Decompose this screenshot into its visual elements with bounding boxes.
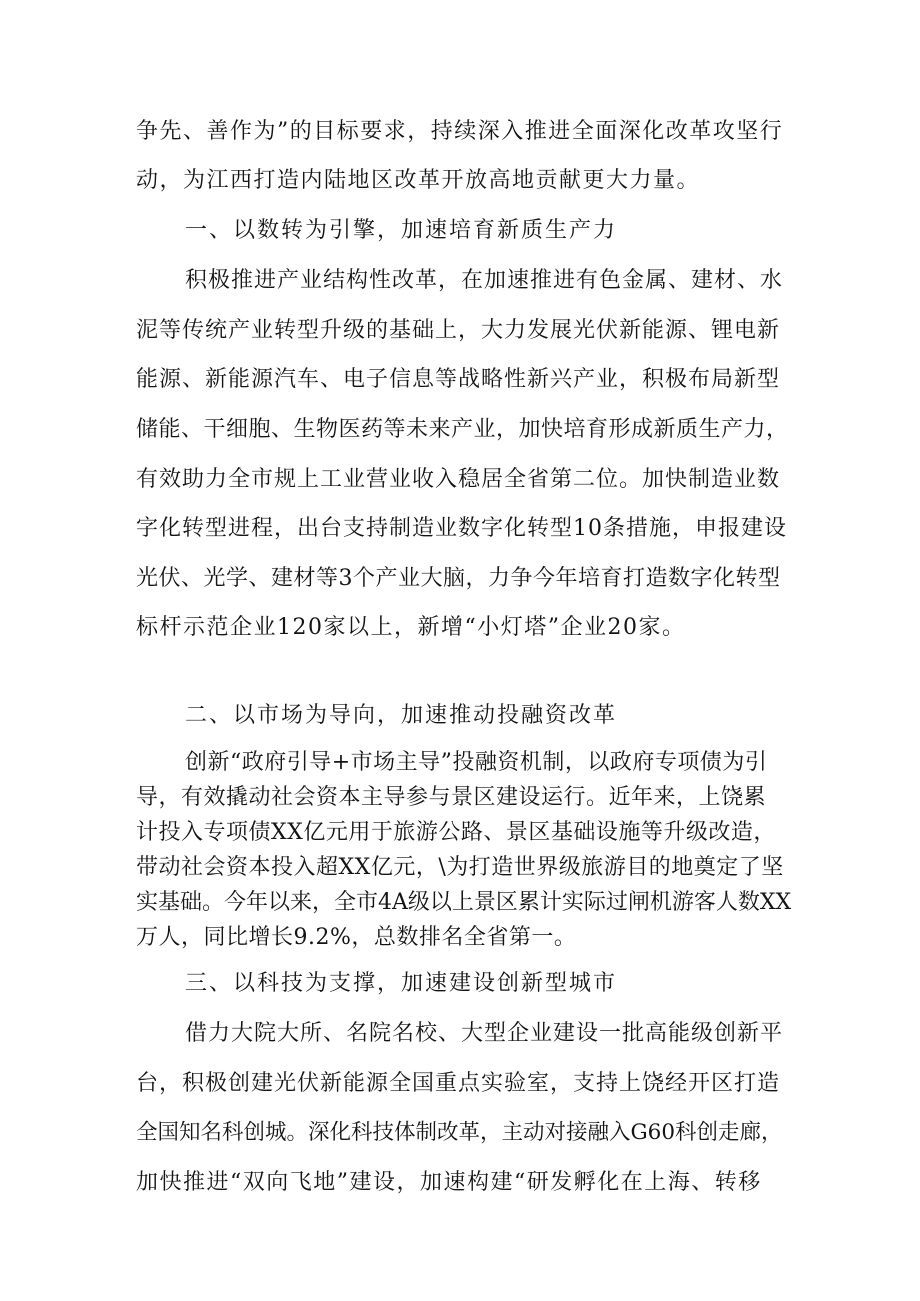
paragraph-line: 争先、善作为”的目标要求，持续深入推进全面深化改革攻坚行 (136, 119, 784, 144)
paragraph-line: 字化转型进程，出台支持制造业数字化转型10条措施，申报建设 (136, 516, 787, 541)
section-heading-2: 二、以市场为导向，加速推动投融资改革 (185, 703, 618, 728)
paragraph-line: 积极推进产业结构性改革，在加速推进有色金属、建材、水 (185, 268, 784, 293)
section-heading-1: 一、以数转为引擎，加速培育新质生产力 (185, 218, 618, 243)
paragraph-line: 万人，同比增长9.2%，总数排名全省第一。 (136, 925, 577, 950)
paragraph-line: 导，有效撬动社会资本主导参与景区建设运行。近年来，上饶累 (136, 785, 767, 810)
paragraph-line: 泥等传统产业转型升级的基础上，大力发展光伏新能源、锂电新 (136, 318, 781, 343)
paragraph-line: 光伏、光学、建材等3个产业大脑，力争今年培育打造数字化转型 (136, 566, 781, 591)
paragraph-line: 台，积极创建光伏新能源全国重点实验室，支持上饶经开区打造 (136, 1071, 781, 1096)
paragraph-line: 实基础。今年以来，全市4A级以上景区累计实际过闸机游客人数XX (136, 890, 792, 915)
paragraph-line: 借力大院大所、名院名校、大型企业建设一批高能级创新平 (185, 1021, 784, 1046)
paragraph-line: 带动社会资本投入超XX亿元，\为打造世界级旅游目的地奠定了坚 (136, 855, 784, 880)
paragraph-line: 有效助力全市规上工业营业收入稳居全省第二位。加快制造业数 (136, 467, 781, 492)
paragraph-line: 全国知名科创城。深化科技体制改革，主动对接融入G60科创走廊， (136, 1120, 783, 1145)
paragraph-line: 储能、干细胞、生物医药等未来产业，加快培育形成新质生产力， (136, 417, 789, 442)
paragraph-line: 动，为江西打造内陆地区改革开放高地贡献更大力量。 (136, 168, 701, 193)
paragraph-line: 加快推进“双向飞地”建设，加速构建“研发孵化在上海、转移 (136, 1170, 762, 1195)
paragraph-line: 计投入专项债XX亿元用于旅游公路、景区基础设施等升级改造， (136, 820, 776, 845)
paragraph-line: 创新“政府引导+市场主导”投融资机制，以政府专项债为引 (185, 750, 768, 775)
paragraph-line: 能源、新能源汽车、电子信息等战略性新兴产业，积极布局新型 (136, 367, 781, 392)
paragraph-line: 标杆示范企业120家以上，新增“小灯塔”企业20家。 (136, 615, 686, 640)
section-heading-3: 三、以科技为支撑，加速建设创新型城市 (185, 971, 618, 996)
